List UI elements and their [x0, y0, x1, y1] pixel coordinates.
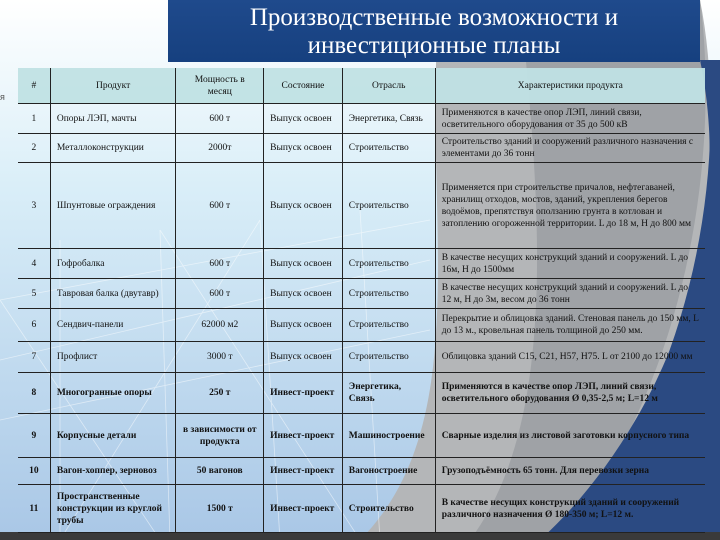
branch-cell: Строительство [342, 342, 435, 373]
table-row [18, 373, 705, 414]
state-cell: Выпуск освоен [264, 134, 343, 163]
characteristics-cell: В качестве несущих конструкций зданий и сооружений различного назначения Ø 180-350 м; L=12 м. [435, 485, 705, 533]
capacity-cell: 62000 м2 [176, 309, 264, 342]
title-line-2: инвестиционные планы [307, 32, 561, 59]
table-row [18, 279, 705, 309]
table-row [18, 104, 705, 134]
product-cell: Шпунтовые ограждения [50, 163, 176, 249]
branch-cell: Строительство [342, 485, 435, 533]
capacity-cell: в зависимости от продукта [176, 414, 264, 458]
state-cell: Инвест-проект [264, 414, 343, 458]
table-row [18, 458, 705, 485]
branch-cell: Строительство [342, 163, 435, 249]
product-cell: Гофробалка [50, 249, 176, 279]
characteristics-cell: Облицовка зданий С15, С21, Н57, Н75. L от 2100 до 12000 мм [435, 342, 705, 373]
title-line-1: Производственные возможности и [249, 4, 619, 31]
side-text: я [0, 92, 5, 102]
header-capacity: Мощность в месяц [176, 68, 264, 104]
state-cell: Выпуск освоен [264, 163, 343, 249]
product-cell: Пространственные конструкции из круглой трубы [50, 485, 176, 533]
product-cell: Многогранные опоры [50, 373, 176, 414]
state-cell: Инвест-проект [264, 485, 343, 533]
capacity-cell: 50 вагонов [176, 458, 264, 485]
characteristics-cell: В качестве несущих конструкций зданий и сооружений. L до 12 м, H до 3м, весом до 36 тонн [435, 279, 705, 309]
row-number: 10 [18, 458, 50, 485]
capacity-cell: 2000т [176, 134, 264, 163]
state-cell: Выпуск освоен [264, 249, 343, 279]
table-row [18, 309, 705, 342]
product-cell: Вагон-хоппер, зерновоз [50, 458, 176, 485]
row-number: 4 [18, 249, 50, 279]
characteristics-cell: Грузоподъёмность 65 тонн. Для перевозки зерна [435, 458, 705, 485]
header-characteristics: Характеристики продукта [435, 68, 705, 104]
branch-cell: Энергетика, Связь [342, 104, 435, 134]
header-product: Продукт [50, 68, 176, 104]
header-branch: Отрасль [342, 68, 435, 104]
row-number: 1 [18, 104, 50, 134]
row-number: 5 [18, 279, 50, 309]
capacity-cell: 250 т [176, 373, 264, 414]
row-number: 3 [18, 163, 50, 249]
product-cell: Сендвич-панели [50, 309, 176, 342]
capacity-cell: 600 т [176, 249, 264, 279]
branch-cell: Строительство [342, 279, 435, 309]
row-number: 7 [18, 342, 50, 373]
product-cell: Профлист [50, 342, 176, 373]
branch-cell: Строительство [342, 249, 435, 279]
row-number: 6 [18, 309, 50, 342]
slide-title [168, 0, 700, 62]
branch-cell: Машиностроение [342, 414, 435, 458]
capacity-cell: 3000 т [176, 342, 264, 373]
branch-cell: Энергетика, Связь [342, 373, 435, 414]
characteristics-cell: Сварные изделия из листовой заготовки корпусного типа [435, 414, 705, 458]
product-cell: Металлоконструкции [50, 134, 176, 163]
table-row [18, 342, 705, 373]
capacity-cell: 600 т [176, 163, 264, 249]
table-row [18, 414, 705, 458]
table-header-row [18, 68, 705, 104]
branch-cell: Вагоностроение [342, 458, 435, 485]
row-number: 8 [18, 373, 50, 414]
state-cell: Выпуск освоен [264, 104, 343, 134]
products-table [18, 68, 705, 533]
branch-cell: Строительство [342, 134, 435, 163]
header-number: # [18, 68, 50, 104]
header-state: Состояние [264, 68, 343, 104]
capacity-cell: 600 т [176, 104, 264, 134]
characteristics-cell: Перекрытие и облицовка зданий. Стеновая панель до 150 мм, L до 13 м., кровельная панель толщиной до 250 мм. [435, 309, 705, 342]
row-number: 9 [18, 414, 50, 458]
row-number: 2 [18, 134, 50, 163]
state-cell: Выпуск освоен [264, 342, 343, 373]
state-cell: Выпуск освоен [264, 309, 343, 342]
characteristics-cell: Применяются в качестве опор ЛЭП, линий связи, осветительного оборудования от 35 до 500 кВ [435, 104, 705, 134]
product-cell: Тавровая балка (двутавр) [50, 279, 176, 309]
table-row [18, 134, 705, 163]
capacity-cell: 1500 т [176, 485, 264, 533]
characteristics-cell: Применяются в качестве опор ЛЭП, линий связи, осветительного оборудования Ø 0,35-2,5 м; L=12 м [435, 373, 705, 414]
characteristics-cell: В качестве несущих конструкций зданий и сооружений. L до 16м, H до 1500мм [435, 249, 705, 279]
branch-cell: Строительство [342, 309, 435, 342]
product-cell: Опоры ЛЭП, мачты [50, 104, 176, 134]
row-number: 11 [18, 485, 50, 533]
table-row [18, 163, 705, 249]
table-row [18, 249, 705, 279]
characteristics-cell: Применяется при строительстве причалов, нефтегаваней, хранилищ отходов, мостов, зданий, укрепления берегов водоёмов, препятствуя оползанию грунта в котлован и затоплению огороженной территории. L до 18 м, H до 800 мм [435, 163, 705, 249]
state-cell: Инвест-проект [264, 458, 343, 485]
table-row [18, 485, 705, 533]
state-cell: Выпуск освоен [264, 279, 343, 309]
characteristics-cell: Строительство зданий и сооружений различного назначения с элементами до 36 тонн [435, 134, 705, 163]
state-cell: Инвест-проект [264, 373, 343, 414]
capacity-cell: 600 т [176, 279, 264, 309]
product-cell: Корпусные детали [50, 414, 176, 458]
